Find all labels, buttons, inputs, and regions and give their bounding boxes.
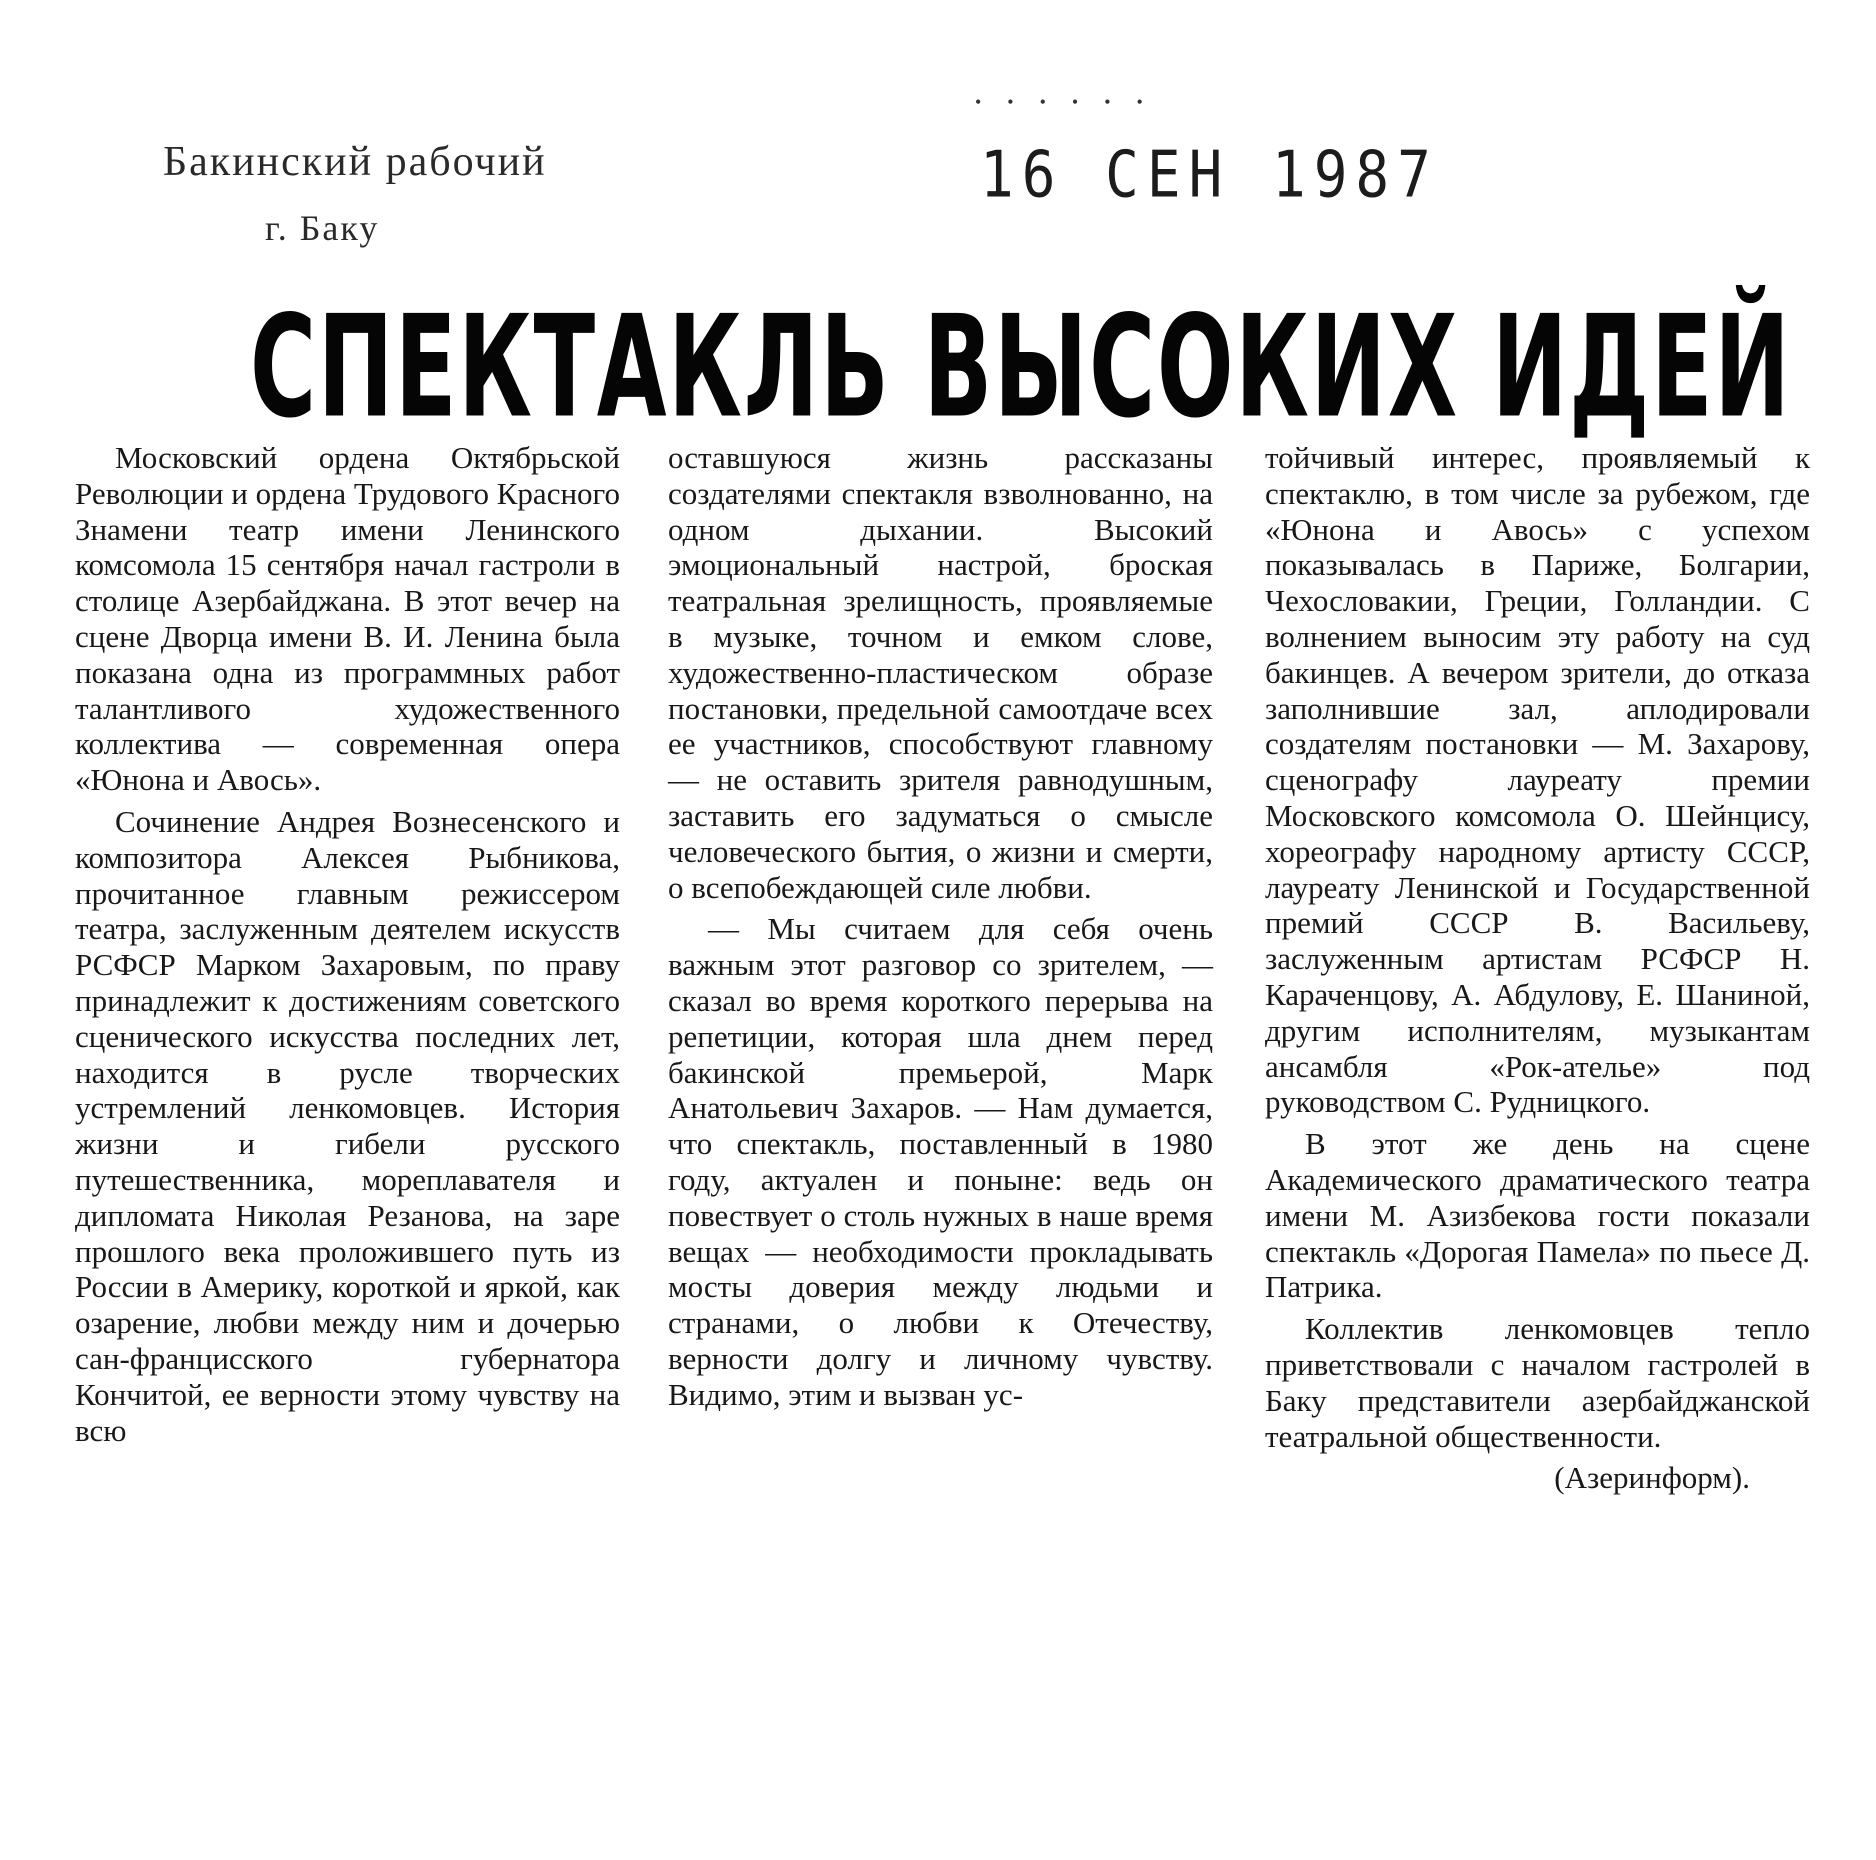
paragraph: тойчивый интерес, проявляемый к спектаклю, в том числе за рубежом, где «Юнона и Авось» с успехом показывалась в Париже, Болгарии, Чехословакии, Греции, Голландии. С волнением выносим эту работу на суд бакинцев. А вечером зрители, до отказа заполнившие зал, аплодировали создателям постановки — М. Захарову, сценографу лауреату премии Московского комсомола О. Шейнцису, хореографу народному артисту СССР, лауреату Ленинской и Государственной премий СССР В. Васильеву, заслуженным артистам РСФСР Н. Караченцову, А. Абдулову, Е. Шаниной, другим исполнителям, музыкантам ансамбля «Рок-ателье» под руководством С. Рудницкого.	[1265, 440, 1810, 1120]
article-headline: СПЕКТАКЛЬ ВЫСОКИХ ИДЕЙ	[250, 285, 1792, 449]
paragraph: Сочинение Андрея Вознесенского и композитора Алексея Рыбникова, прочитанное главным режиссером театра, заслуженным деятелем искусств РСФСР Марком Захаровым, по праву принадлежит к достижениям советского сценического искусства последних лет, находится в русле творческих устремлений ленкомовцев. История жизни и гибели русского путешественника, мореплавателя и дипломата Николая Резанова, на заре прошлого века проложившего путь из России в Америку, короткой и яркой, как озарение, любви между ним и дочерью сан-францисского губернатора Кончитой, ее верности этому чувству на всю	[75, 803, 620, 1448]
newspaper-city: г. Баку	[265, 208, 380, 248]
article-column-3	[1265, 440, 1810, 1502]
stamp-dots: ••••••	[975, 92, 1169, 112]
article-column-2	[668, 440, 1213, 1419]
paragraph: Коллектив ленкомовцев тепло приветствовали с началом гастролей в Баку представители азербайджанской театральной общественности.	[1265, 1311, 1810, 1454]
article-column-1	[75, 440, 620, 1454]
paragraph: оставшуюся жизнь рассказаны создателями спектакля взволнованно, на одном дыхании. Высокий эмоциональный настрой, броская театральная зрелищность, проявляемые в музыке, точном и емком слове, художественно-пластическом образе постановки, предельной самоотдаче всех ее участников, способствуют главному — не оставить зрителя равнодушным, заставить его задуматься о смысле человеческого бытия, о жизни и смерти, о всепобеждающей силе любви.	[668, 440, 1213, 905]
article-signature: (Азеринформ).	[1554, 1460, 1750, 1496]
paragraph: — Мы считаем для себя очень важным этот разговор со зрителем, — сказал во время короткого перерыва на репетиции, которая шла днем перед бакинской премьерой, Марк Анатольевич Захаров. — Нам думается, что спектакль, поставленный в 1980 году, актуален и поныне: ведь он повествует о столь нужных в наше время вещах — необходимости прокладывать мосты доверия между людьми и странами, о любви к Отечеству, верности долгу и личному чувству. Видимо, этим и вызван ус-	[668, 911, 1213, 1412]
newspaper-name: Бакинский рабочий	[163, 139, 547, 185]
paragraph: В этот же день на сцене Академического драматического театра имени М. Азизбекова гости показали спектакль «Дорогая Памела» по пьесе Д. Патрика.	[1265, 1126, 1810, 1305]
date-stamp: 16 СЕН 1987	[980, 138, 1439, 213]
paragraph: Московский ордена Октябрьской Революции и ордена Трудового Красного Знамени театр имени Ленинского комсомола 15 сентября начал гастроли в столице Азербайджана. В этот вечер на сцене Дворца имени В. И. Ленина была показана одна из программных работ талантливого художественного коллектива — современная опера «Юнона и Авось».	[75, 440, 620, 798]
